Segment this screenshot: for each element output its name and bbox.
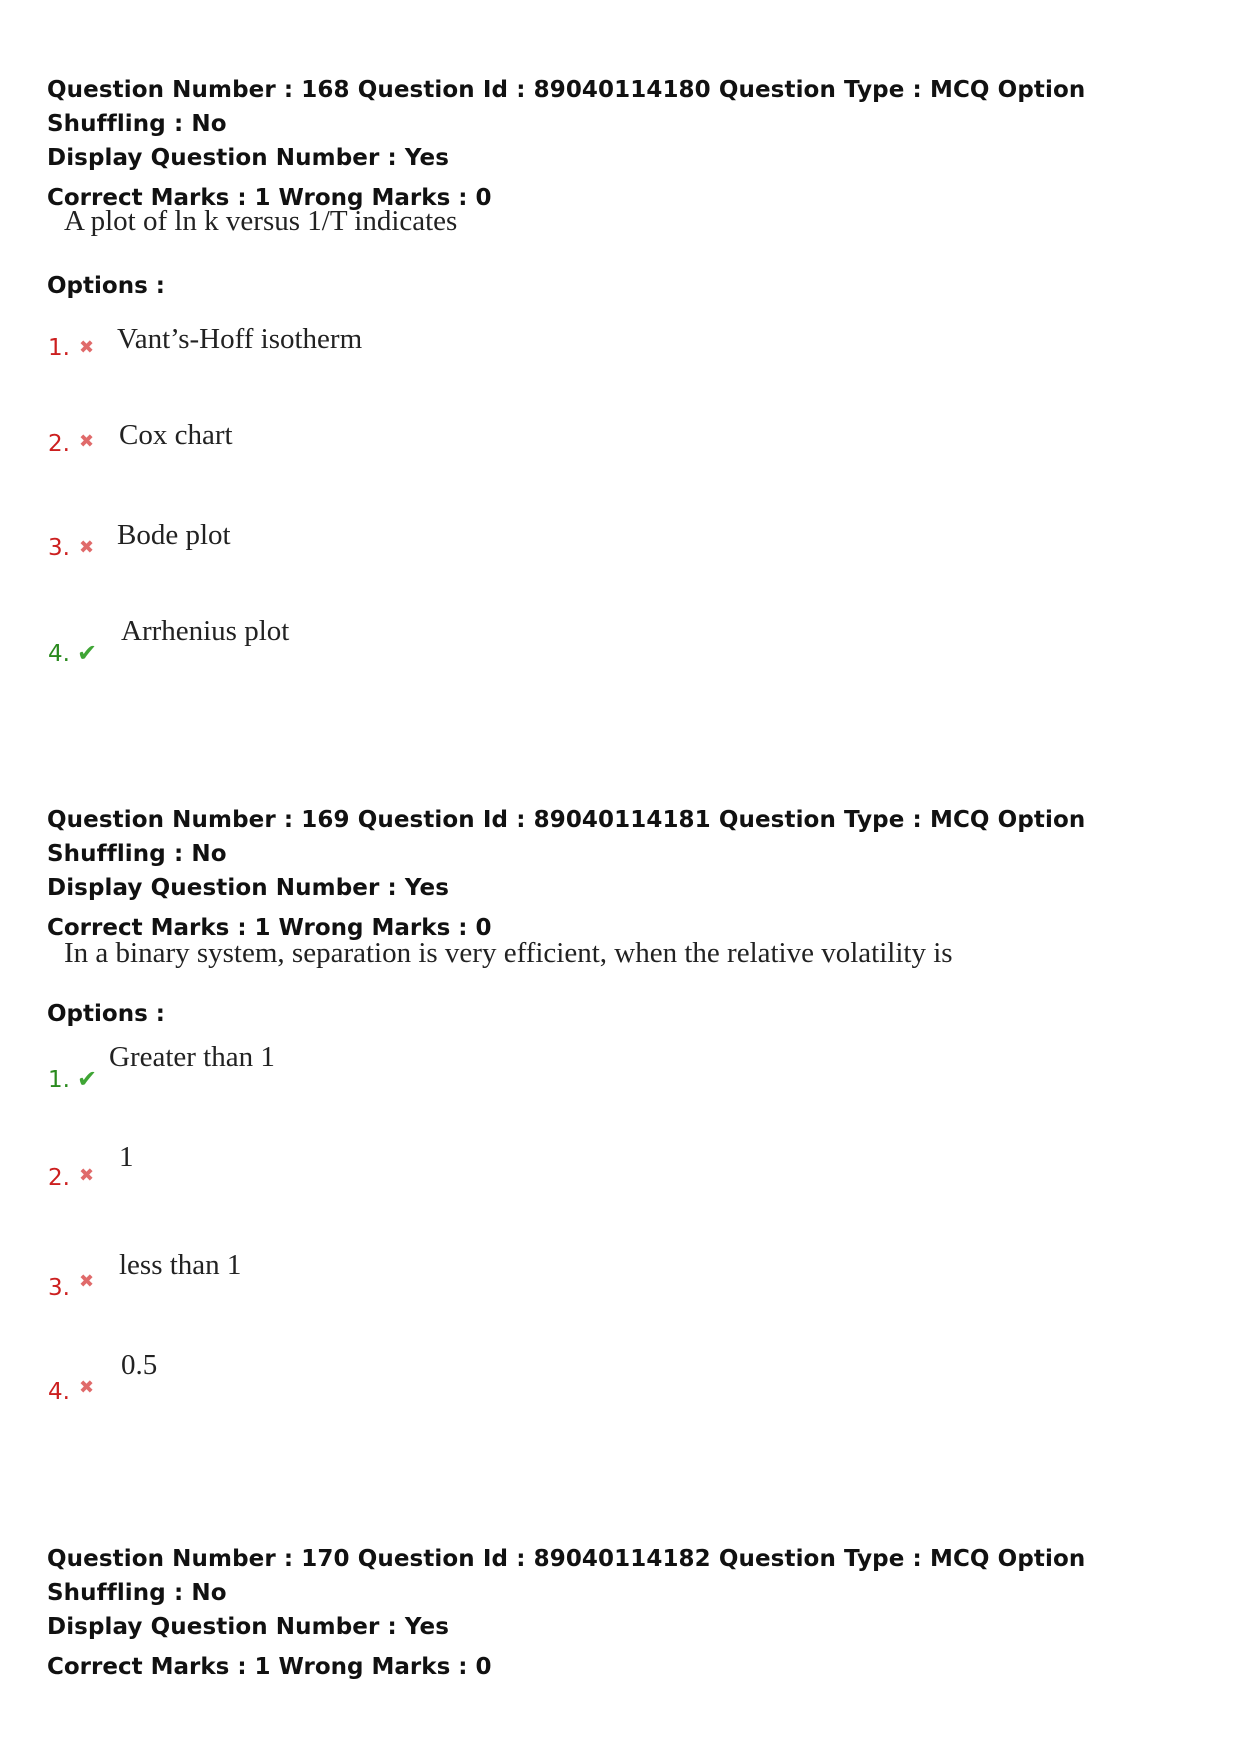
option-number: 3. xyxy=(48,1275,70,1301)
question-block-169 xyxy=(47,803,1207,1463)
options-label: Options : xyxy=(47,1001,165,1027)
question-header-line2: Display Question Number : Yes xyxy=(47,1614,450,1640)
options-label: Options : xyxy=(47,273,165,299)
cross-icon: ✖ xyxy=(79,1165,95,1186)
question-header-line1: Question Number : 170 Question Id : 89040114182 Question Type : MCQ Option Shuffling : No xyxy=(47,1546,1086,1606)
option-text: 1 xyxy=(119,1141,134,1173)
cross-icon: ✖ xyxy=(79,1271,95,1292)
check-icon: ✔ xyxy=(77,1065,98,1093)
option-text: Cox chart xyxy=(119,419,233,451)
question-marks: Correct Marks : 1 Wrong Marks : 0 xyxy=(47,915,492,941)
question-header-line2: Display Question Number : Yes xyxy=(47,875,450,901)
option-text: Vant’s-Hoff isotherm xyxy=(117,323,363,355)
question-block-170 xyxy=(47,1542,1207,1680)
option-number: 1. xyxy=(48,1067,70,1093)
option-number: 2. xyxy=(48,1165,70,1191)
question-header-line1: Question Number : 169 Question Id : 89040114181 Question Type : MCQ Option Shuffling : No xyxy=(47,807,1086,867)
question-header-line2: Display Question Number : Yes xyxy=(47,145,450,171)
question-marks: Correct Marks : 1 Wrong Marks : 0 xyxy=(47,185,492,211)
question-text: In a binary system, separation is very efficient, when the relative volatility is xyxy=(64,937,953,969)
option-number: 4. xyxy=(48,1379,70,1405)
option-text: Greater than 1 xyxy=(109,1041,275,1073)
option-number: 3. xyxy=(48,535,70,561)
option-text: less than 1 xyxy=(119,1249,242,1281)
option-text: Bode plot xyxy=(117,519,231,551)
option-number: 1. xyxy=(48,335,70,361)
question-text: A plot of ln k versus 1/T indicates xyxy=(64,205,458,237)
option-text: Arrhenius plot xyxy=(121,615,290,647)
question-header-line1: Question Number : 168 Question Id : 89040114180 Question Type : MCQ Option Shuffling : No xyxy=(47,77,1086,137)
check-icon: ✔ xyxy=(77,639,98,667)
question-marks: Correct Marks : 1 Wrong Marks : 0 xyxy=(47,1654,492,1680)
cross-icon: ✖ xyxy=(79,337,95,358)
option-text: 0.5 xyxy=(121,1349,158,1381)
option-number: 4. xyxy=(48,641,70,667)
cross-icon: ✖ xyxy=(79,1377,95,1398)
option-number: 2. xyxy=(48,431,70,457)
question-block-168 xyxy=(47,73,1207,693)
cross-icon: ✖ xyxy=(79,537,95,558)
cross-icon: ✖ xyxy=(79,431,95,452)
